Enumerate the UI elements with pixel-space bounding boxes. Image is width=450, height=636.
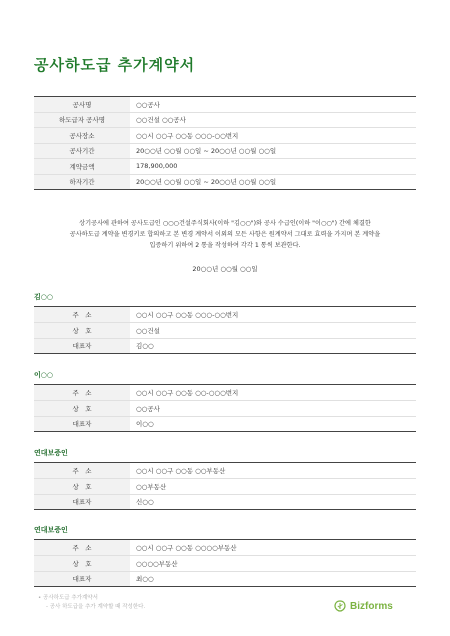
party-section [34, 370, 416, 432]
party-value: ○○건설 [130, 323, 416, 339]
table-row [34, 401, 416, 417]
table-row [34, 463, 416, 479]
body-line: 공사하도급 계약을 변경키로 합의하고 본 변경 계약서 이외의 모든 사항은 원계약서 그대로 효력을 가지며 본 계약을 [69, 231, 381, 238]
party-value: 신○○ [130, 494, 416, 510]
table-row [34, 174, 416, 190]
table-row [34, 307, 416, 323]
info-value: 20○○년 ○○월 ○○일 ~ 20○○년 ○○월 ○○일 [130, 143, 416, 159]
party-value: ○○시 ○○구 ○○동 ○○-○○○번지 [130, 385, 416, 401]
party-value: ○○부동산 [130, 479, 416, 495]
party-title: 연대보증인 [34, 448, 416, 463]
contract-body-text [34, 218, 416, 251]
footer-note-text: 공사하도급 추가계약서 [43, 595, 98, 601]
party-label: 대표자 [34, 494, 130, 510]
party-label: 상 호 [34, 479, 130, 495]
party-value: ○○시 ○○구 ○○동 ○○○○부동산 [130, 540, 416, 556]
table-row [34, 416, 416, 432]
party-value: ○○○○부동산 [130, 556, 416, 572]
table-row [34, 479, 416, 495]
party-label: 대표자 [34, 338, 130, 354]
info-label: 계약금액 [34, 159, 130, 175]
table-row [34, 323, 416, 339]
info-label: 하자기간 [34, 174, 130, 190]
body-line: 입증하기 위하여 2 통을 작성하여 각각 1 통씩 보관한다. [149, 242, 301, 249]
table-row [34, 571, 416, 587]
table-row [34, 159, 416, 175]
info-value: ○○시 ○○구 ○○동 ○○○-○○번지 [130, 128, 416, 144]
brand-logo [334, 600, 393, 612]
footer-note-sub: - 공사 하도급을 추가 계약할 때 작성한다. [46, 604, 146, 610]
party-label: 주 소 [34, 463, 130, 479]
info-value: ○○공사 [130, 97, 416, 113]
party-label: 상 호 [34, 401, 130, 417]
party-value: 김○○ [130, 338, 416, 354]
party-title: 이○○ [34, 370, 416, 385]
party-section [34, 525, 416, 587]
table-row [34, 143, 416, 159]
party-title: 연대보증인 [34, 525, 416, 540]
leaf-icon [334, 600, 346, 612]
contract-info-table [34, 96, 416, 190]
info-label: 공사기간 [34, 143, 130, 159]
party-value: ○○공사 [130, 401, 416, 417]
table-row [34, 494, 416, 510]
footer-notes [38, 594, 145, 612]
party-table [34, 463, 416, 510]
info-value: 178,900,000 [130, 159, 416, 175]
party-table [34, 307, 416, 354]
party-label: 상 호 [34, 556, 130, 572]
party-label: 주 소 [34, 385, 130, 401]
party-value: ○○시 ○○구 ○○동 ○○부동산 [130, 463, 416, 479]
party-title: 김○○ [34, 292, 416, 307]
table-row [34, 97, 416, 113]
table-row [34, 128, 416, 144]
party-section [34, 292, 416, 354]
info-value: ○○건설 ○○공사 [130, 112, 416, 128]
party-label: 주 소 [34, 307, 130, 323]
party-value: 최○○ [130, 571, 416, 587]
contract-date: 20○○년 ○○월 ○○일 [192, 265, 258, 273]
party-label: 대표자 [34, 571, 130, 587]
party-value: 이○○ [130, 416, 416, 432]
info-label: 공사명 [34, 97, 130, 113]
brand-name: Bizforms [350, 600, 393, 612]
body-line: 상기공사에 관하여 공사도급인 ○○○건설주식회사(이하 "김○○")와 공사 수급인(이하 "이○○") 간에 체결한 [79, 220, 371, 227]
info-label: 하도급자 공사명 [34, 112, 130, 128]
table-row [34, 540, 416, 556]
info-value: 20○○년 ○○월 ○○일 ~ 20○○년 ○○월 ○○일 [136, 178, 277, 187]
table-row [34, 112, 416, 128]
party-label: 대표자 [34, 416, 130, 432]
page-title: 공사하도급 추가계약서 [34, 56, 196, 74]
party-value: ○○시 ○○구 ○○동 ○○○-○○번지 [130, 307, 416, 323]
party-section [34, 448, 416, 510]
party-label: 주 소 [34, 540, 130, 556]
table-row [34, 385, 416, 401]
table-row [34, 556, 416, 572]
party-table [34, 540, 416, 587]
footer-note: • 공사하도급 추가계약서 [38, 595, 98, 601]
party-table [34, 385, 416, 432]
info-label: 공사장소 [34, 128, 130, 144]
table-row [34, 338, 416, 354]
party-label: 상 호 [34, 323, 130, 339]
